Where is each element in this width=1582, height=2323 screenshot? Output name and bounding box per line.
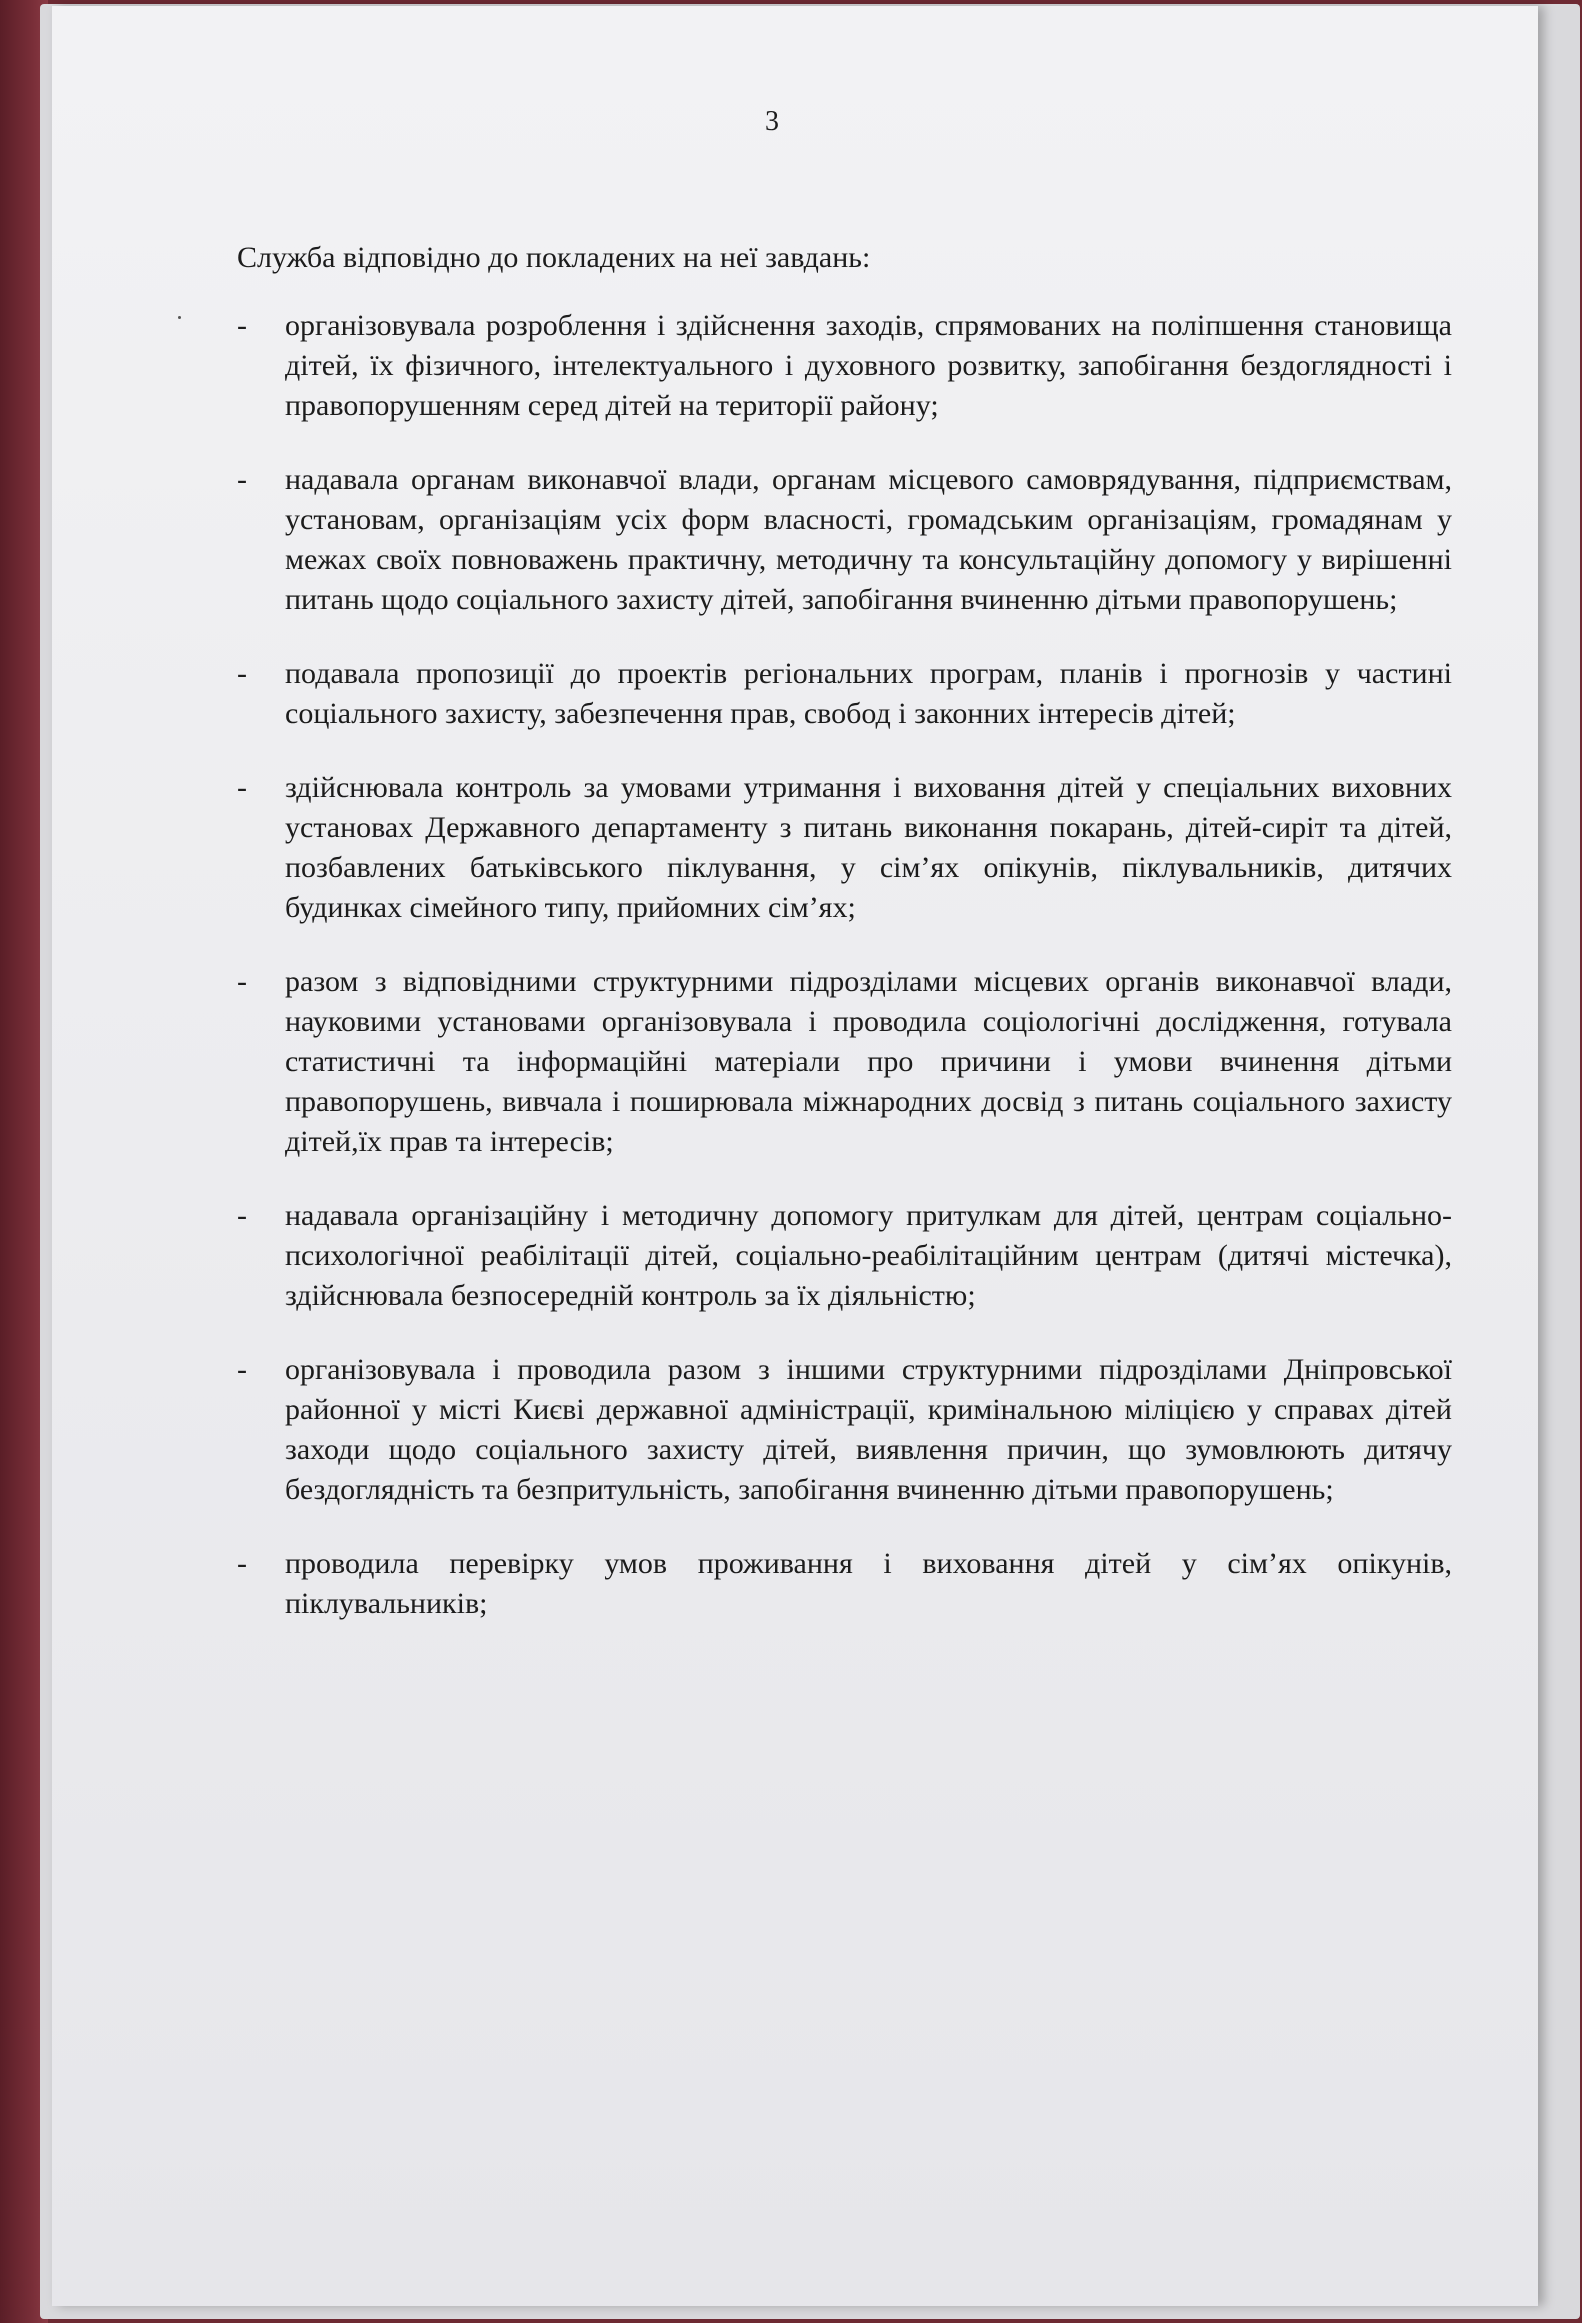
list-item — [237, 962, 1452, 1162]
list-item-text: подавала пропозиції до проектів регіональних програм, планів і прогнозів у частині соціального захисту, забезпечення прав, свобод і законних інтересів дітей; — [285, 657, 1452, 730]
bullet-dash: - — [237, 771, 247, 804]
list-item-text: проводила перевірку умов проживання і виховання дітей у сім’ях опікунів, піклувальників; — [285, 1547, 1452, 1620]
bullet-dash: - — [237, 965, 247, 998]
duties-list — [237, 306, 1452, 1658]
list-item-text: організовувала розроблення і здійснення заходів, спрямованих на поліпшення становища дітей, їх фізичного, інтелектуального і духовного розвитку, запобігання бездоглядності і правопорушенням серед дітей на території району; — [285, 309, 1452, 422]
list-item — [237, 768, 1452, 928]
document-page — [52, 6, 1538, 2306]
margin-dot — [178, 316, 181, 319]
list-item-text: організовувала і проводила разом з іншими структурними підрозділами Дніпровської районної у місті Києві державної адміністрації, кримінальною міліцією у справах дітей заходи щодо соціального захисту дітей, виявлення причин, що зумовлюють дитячу бездоглядність та безпритульність, запобігання вчиненню дітьми правопорушень; — [285, 1353, 1452, 1506]
intro-text: Служба відповідно до покладених на неї завдань: — [237, 241, 871, 274]
list-item — [237, 1350, 1452, 1510]
list-item-text: надавала організаційну і методичну допомогу притулкам для дітей, центрам соціально-психологічної реабілітації дітей, соціально-реабілітаційним центрам (дитячі містечка), здійснювала безпосередній контроль за їх діяльністю; — [285, 1199, 1452, 1312]
list-item — [237, 1196, 1452, 1316]
bullet-dash: - — [237, 1547, 247, 1580]
bullet-dash: - — [237, 463, 247, 496]
bullet-dash: - — [237, 657, 247, 690]
bullet-dash: - — [237, 309, 247, 342]
bullet-dash: - — [237, 1199, 247, 1232]
list-item-text: надавала органам виконавчої влади, органам місцевого самоврядування, підприємствам, установам, організаціям усіх форм власності, громадським організаціям, громадянам у межах своїх повноважень практичну, методичну та консультаційну допомогу у вирішенні питань щодо соціального захисту дітей, запобігання вчиненню дітьми правопорушень; — [285, 463, 1452, 616]
list-item-text: здійснювала контроль за умовами утримання і виховання дітей у спеціальних виховних установах Державного департаменту з питань виконання покарань, дітей-сиріт та дітей, позбавлених батьківського піклування, у сім’ях опікунів, піклувальників, дитячих будинках сімейного типу, прийомних сім’ях; — [285, 771, 1452, 924]
list-item — [237, 460, 1452, 620]
list-item — [237, 1544, 1452, 1624]
list-item — [237, 654, 1452, 734]
list-item — [237, 306, 1452, 426]
list-item-text: разом з відповідними структурними підрозділами місцевих органів виконавчої влади, науковими установами організовувала і проводила соціологічні дослідження, готувала статистичні та інформаційні матеріали про причини і умови вчинення дітьми правопорушень, вивчала і поширювала міжнародних досвід з питань соціального захисту дітей,їх прав та інтересів; — [285, 965, 1452, 1158]
page-number: 3 — [765, 106, 779, 137]
bullet-dash: - — [237, 1353, 247, 1386]
